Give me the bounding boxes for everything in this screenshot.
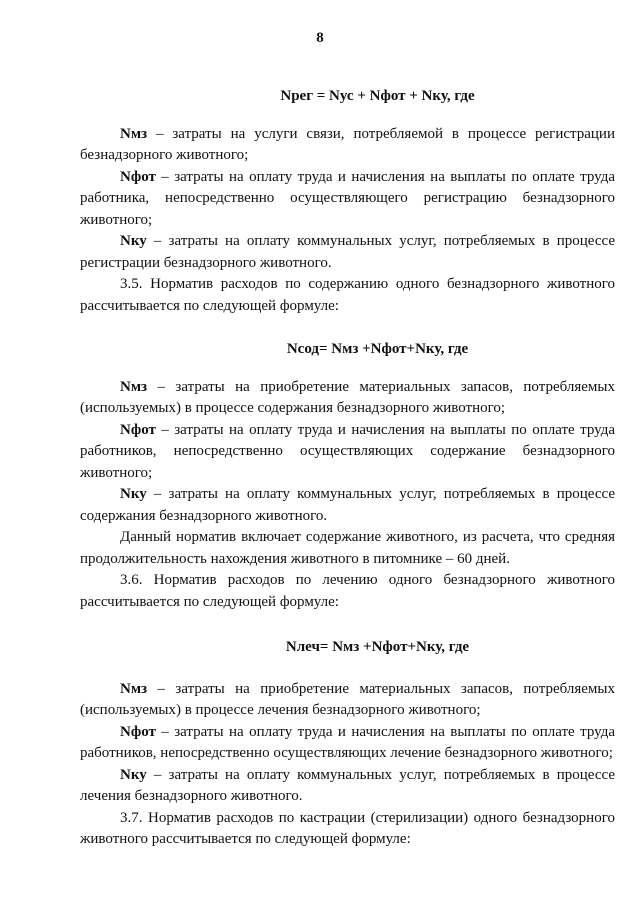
- section-3-6: 3.6. Норматив расходов по лечению одного безнадзорного животного рассчитывается по следующей формуле:: [80, 572, 615, 610]
- definition-nku-lech: Nку – затраты на оплату коммунальных услуг, потребляемых в процессе лечения безнадзорного животного.: [80, 766, 615, 804]
- page-number: 8: [316, 30, 324, 46]
- section-3-7: 3.7. Норматив расходов по кастрации (стерилизации) одного безнадзорного животного рассчитывается по следующей формуле:: [80, 809, 615, 847]
- section-3-5: 3.5. Норматив расходов по содержанию одного безнадзорного животного рассчитывается по следующей формуле:: [80, 276, 615, 314]
- definition-nmz-reg: Nмз – затраты на услуги связи, потребляемой в процессе регистрации безнадзорного животного;: [80, 125, 615, 163]
- formula-treatment: Nлеч= Nмз +Nфот+Nку, где: [285, 639, 470, 655]
- definition-nmz-sod: Nмз – затраты на приобретение материальных запасов, потребляемых (используемых) в процессе содержания безнадзорного животного;: [80, 378, 615, 416]
- definition-nfot-reg: Nфот – затраты на оплату труда и начисления на выплаты по оплате труда работника, непосредственно осуществляющего регистрацию безнадзорного животного;: [80, 168, 615, 228]
- definition-nfot-lech: Nфот – затраты на оплату труда и начисления на выплаты по оплате труда работников, непосредственно осуществляющих лечение безнадзорного животного;: [80, 723, 615, 761]
- definition-nmz-lech: Nмз – затраты на приобретение материальных запасов, потребляемых (используемых) в процессе лечения безнадзорного животного;: [80, 680, 615, 718]
- document-body: [80, 86, 615, 851]
- definition-nfot-sod: Nфот – затраты на оплату труда и начисления на выплаты по оплате труда работников, непосредственно осуществляющих содержание безнадзорного животного;: [80, 421, 615, 481]
- formula-registration: Nрег = Nус + Nфот + Nку, где: [280, 88, 475, 104]
- definition-nku-sod: Nку – затраты на оплату коммунальных услуг, потребляемых в процессе содержания безнадзорного животного.: [80, 486, 615, 524]
- formula-maintenance: Nсод= Nмз +Nфот+Nку, где: [286, 341, 469, 357]
- maintenance-note: Данный норматив включает содержание животного, из расчета, что средняя продолжительность нахождения животного в питомнике – 60 дней.: [80, 529, 615, 567]
- definition-nku-reg: Nку – затраты на оплату коммунальных услуг, потребляемых в процессе регистрации безнадзорного животного.: [80, 233, 615, 271]
